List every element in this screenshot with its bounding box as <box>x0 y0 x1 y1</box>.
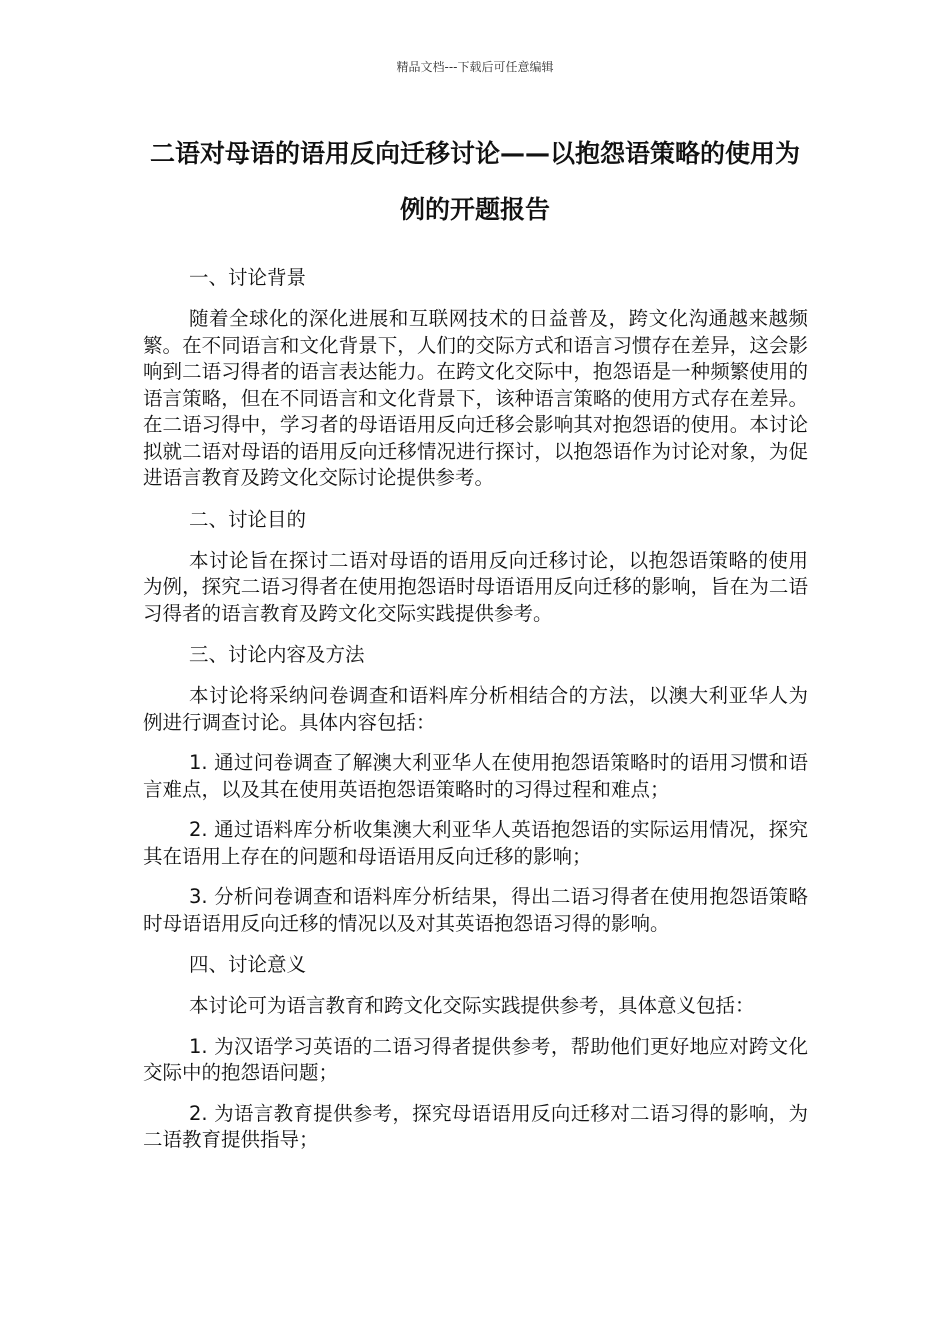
list-item: 1. 为汉语学习英语的二语习得者提供参考，帮助他们更好地应对跨文化交际中的抱怨语问题； <box>143 1034 808 1084</box>
section-heading: 四、讨论意义 <box>189 953 307 976</box>
section-significance <box>143 951 808 1154</box>
paragraph: 本讨论可为语言教育和跨文化交际实践提供参考，具体意义包括： <box>189 994 755 1017</box>
section-heading: 三、讨论内容及方法 <box>189 643 365 666</box>
section-content-methods <box>143 641 808 937</box>
section-heading: 二、讨论目的 <box>189 507 307 531</box>
page-header-note: 精品文档---下载后可任意编辑 <box>396 60 554 74</box>
list-item: 1. 通过问卷调查了解澳大利亚华人在使用抱怨语策略时的语用习惯和语言难点，以及其在使用英语抱怨语策略时的习得过程和难点； <box>143 751 808 801</box>
section-heading: 一、讨论背景 <box>189 266 307 289</box>
document-body <box>143 264 808 1168</box>
list-item: 3. 分析问卷调查和语料库分析结果，得出二语习得者在使用抱怨语策略时母语语用反向迁移的情况以及对其英语抱怨语习得的影响。 <box>143 885 808 935</box>
list-item: 2. 为语言教育提供参考，探究母语语用反向迁移对二语习得的影响，为二语教育提供指导； <box>143 1101 808 1151</box>
list-item: 2. 通过语料库分析收集澳大利亚华人英语抱怨语的实际运用情况，探究其在语用上存在的问题和母语语用反向迁移的影响； <box>143 818 808 868</box>
section-purpose <box>143 506 808 628</box>
paragraph: 本讨论将采纳问卷调查和语料库分析相结合的方法，以澳大利亚华人为例进行调查讨论。具体内容包括： <box>143 684 808 734</box>
section-background <box>143 264 808 492</box>
document-title: 二语对母语的语用反向迁移讨论——以抱怨语策略的使用为例的开题报告 <box>149 139 800 224</box>
paragraph: 随着全球化的深化进展和互联网技术的日益普及，跨文化沟通越来越频繁。在不同语言和文化背景下，人们的交际方式和语言习惯存在差异，这会影响到二语习得者的语言表达能力。在跨文化交际中，抱怨语是一种频繁使用的语言策略，但在不同语言和文化背景下，该种语言策略的使用方式存在差异。在二语习得中，学习者的母语语用反向迁移会影响其对抱怨语的使用。本讨论拟就二语对母语的语用反向迁移情况进行探讨，以抱怨语作为讨论对象，为促进语言教育及跨文化交际讨论提供参考。 <box>143 307 808 489</box>
paragraph: 本讨论旨在探讨二语对母语的语用反向迁移讨论，以抱怨语策略的使用为例，探究二语习得者在使用抱怨语时母语语用反向迁移的影响，旨在为二语习得者的语言教育及跨文化交际实践提供参考。 <box>143 548 808 625</box>
